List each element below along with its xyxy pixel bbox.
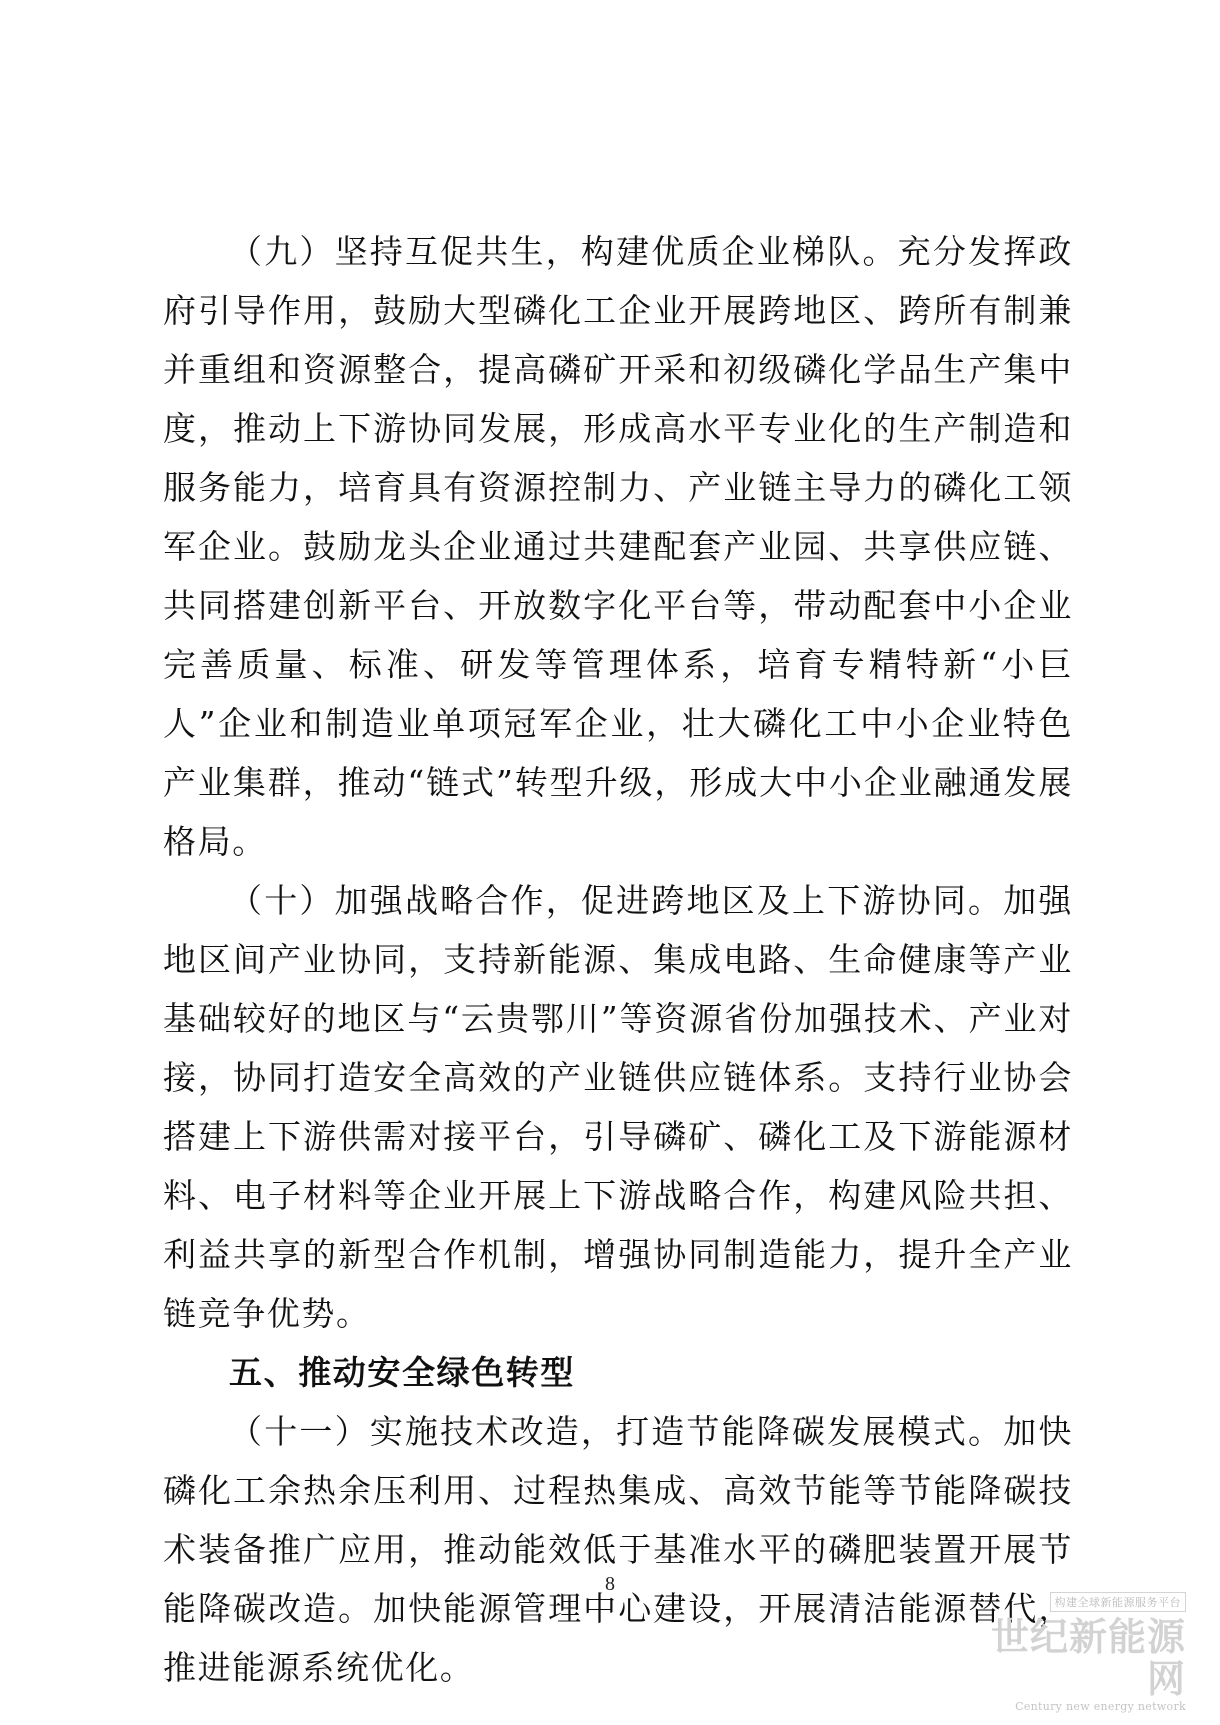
page-number: 8: [605, 1573, 615, 1595]
watermark-subtitle: Century new energy network: [1015, 1700, 1186, 1713]
paragraph-ten: （十）加强战略合作，促进跨地区及上下游协同。加强地区间产业协同，支持新能源、集成电路、生命健康等产业基础较好的地区与“云贵鄂川”等资源省份加强技术、产业对接，协同打造安全高效的产业链供应链体系。支持行业协会搭建上下游供需对接平台，引导磷矿、磷化工及下游能源材料、电子材料等企业开展上下游战略合作，构建风险共担、利益共享的新型合作机制，增强协同制造能力，提升全产业链竞争优势。: [163, 881, 1073, 1333]
paragraph-eleven: （十一）实施技术改造，打造节能降碳发展模式。加快磷化工余热余压利用、过程热集成、高效节能等节能降碳技术装备推广应用，推动能效低于基准水平的磷肥装置开展节能降碳改造。加快能源管理中心建设，开展清洁能源替代，推进能源系统优化。: [163, 1412, 1073, 1687]
site-watermark: [976, 1591, 1186, 1713]
document-body: [163, 222, 1073, 1697]
watermark-tagline: 构建全球新能源服务平台: [1050, 1592, 1187, 1612]
section-heading: 五、推动安全绿色转型: [229, 1353, 575, 1392]
paragraph-nine: （九）坚持互促共生，构建优质企业梯队。充分发挥政府引导作用，鼓励大型磷化工企业开展跨地区、跨所有制兼并重组和资源整合，提高磷矿开采和初级磷化学品生产集中度，推动上下游协同发展，形成高水平专业化的生产制造和服务能力，培育具有资源控制力、产业链主导力的磷化工领军企业。鼓励龙头企业通过共建配套产业园、共享供应链、共同搭建创新平台、开放数字化平台等，带动配套中小企业完善质量、标准、研发等管理体系，培育专精特新“小巨人”企业和制造业单项冠军企业，壮大磷化工中小企业特色产业集群，推动“链式”转型升级，形成大中小企业融通发展格局。: [163, 232, 1073, 861]
watermark-title: 世纪新能源网: [990, 1615, 1186, 1701]
